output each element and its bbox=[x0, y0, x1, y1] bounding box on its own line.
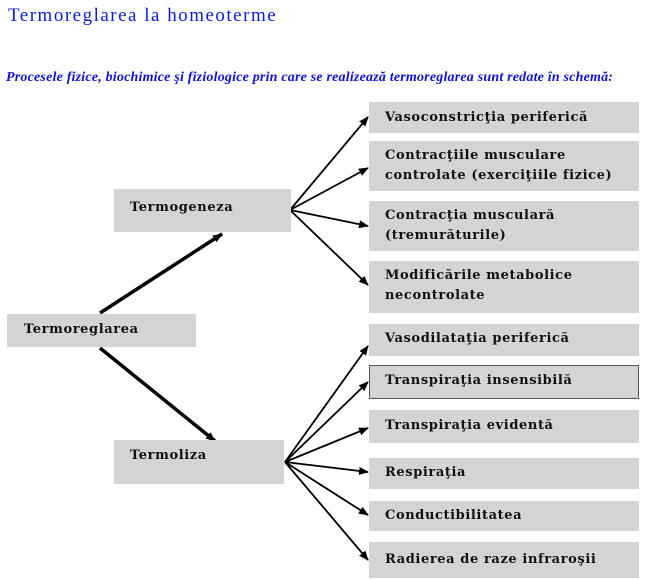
node-label: Transpiraţia evidentă bbox=[385, 418, 554, 433]
node-vasodilatatia-periferica bbox=[369, 324, 639, 356]
node-modificarile-metabolice bbox=[369, 261, 639, 313]
arrow-root-to-termogeneza bbox=[100, 234, 222, 313]
node-label: Vasoconstricţia periferică bbox=[385, 110, 589, 125]
node-conductibilitatea bbox=[369, 501, 639, 531]
node-label: Respiraţia bbox=[385, 465, 467, 480]
node-label-line-1: Contracţiile musculare bbox=[385, 148, 566, 163]
node-label-line-2: (tremurăturile) bbox=[385, 228, 507, 243]
node-termoliza bbox=[114, 440, 284, 484]
node-label: Conductibilitatea bbox=[385, 508, 523, 523]
node-termoreglarea-label: Termoreglarea bbox=[24, 322, 139, 337]
arrow-termoliza-item-2 bbox=[285, 382, 368, 462]
node-label-line-2: necontrolate bbox=[385, 288, 486, 303]
node-label: Vasodilataţia periferică bbox=[385, 331, 570, 346]
node-contractia-musculara bbox=[369, 201, 639, 251]
node-vasoconstrictia-periferica bbox=[369, 102, 639, 133]
node-radierea-de-raze-infrarosii bbox=[369, 542, 639, 578]
node-termogeneza-label: Termogeneza bbox=[130, 200, 234, 215]
node-termoliza-label: Termoliza bbox=[130, 448, 207, 463]
node-transpiratia-insensibila bbox=[369, 365, 639, 399]
arrow-root-to-termoliza bbox=[100, 348, 215, 441]
arrow-termogeneza-item-4 bbox=[290, 210, 368, 285]
page-title: Termoreglarea la homeoterme bbox=[8, 5, 278, 26]
node-label-line-2: controlate (exerciţiile fizice) bbox=[385, 168, 613, 183]
node-respiratia bbox=[369, 458, 639, 489]
arrow-termogeneza-item-2 bbox=[290, 168, 368, 210]
node-contractiile-musculare-controlate bbox=[369, 141, 639, 191]
node-label-line-1: Modificările metabolice bbox=[385, 268, 573, 283]
arrow-termogeneza-item-1 bbox=[290, 117, 368, 210]
node-label: Radierea de raze infraroşii bbox=[385, 552, 597, 567]
node-label: Transpiraţia insensibilă bbox=[385, 373, 573, 388]
node-label-line-1: Contracţia musculară bbox=[385, 208, 556, 223]
arrow-termoliza-item-6 bbox=[285, 462, 368, 560]
node-termoreglarea bbox=[7, 314, 196, 347]
diagram-caption: Procesele fizice, biochimice şi fiziologice prin care se realizează termoreglarea sunt redate în schemă: bbox=[6, 70, 614, 85]
node-termogeneza bbox=[114, 189, 291, 232]
node-transpiratia-evidenta bbox=[369, 410, 639, 443]
arrow-termogeneza-item-3 bbox=[290, 210, 368, 226]
